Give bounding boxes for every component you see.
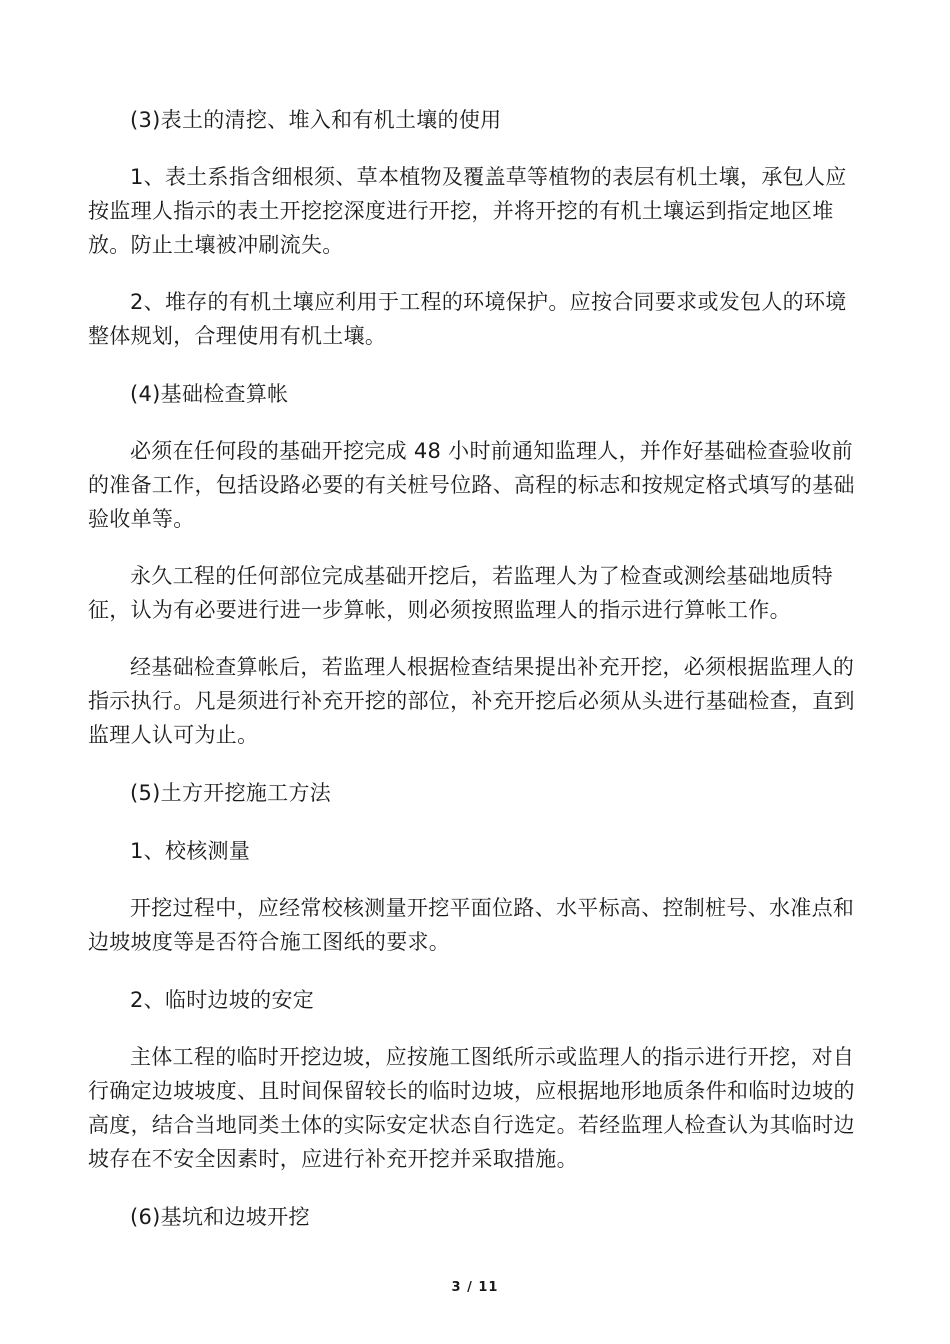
paragraph-supplementary-excavation: 经基础检查算帐后，若监理人根据检查结果提出补充开挖，必须根据监理人的指示执行。凡是须进行补充开挖的部位，补充开挖后必须从头进行基础检查，直到监理人认可为止。 xyxy=(88,655,855,747)
section-heading-topsoil: (3)表土的清挖、堆入和有机土壤的使用 xyxy=(130,108,502,132)
paragraph-temporary-slope: 主体工程的临时开挖边坡，应按施工图纸所示或监理人的指示进行开挖，对自行确定边坡坡度、且时间保留较长的临时边坡，应根据地形地质条件和临时边坡的高度，结合当地同类土体的实际安定状态自行选定。若经监理人检查认为其临时边坡存在不安全因素时，应进行补充开挖并采取措施。 xyxy=(88,1045,855,1171)
section-heading-foundation-check: (4)基础检查算帐 xyxy=(130,382,289,406)
document-body xyxy=(88,103,860,1234)
subheading-survey-check: 1、校核测量 xyxy=(130,839,251,863)
subheading-temporary-slope: 2、临时边坡的安定 xyxy=(130,988,315,1012)
paragraph-topsoil-definition: 1、表土系指含细根须、草本植物及覆盖草等植物的表层有机土壤，承包人应按监理人指示的表土开挖挖深度进行开挖，并将开挖的有机土壤运到指定地区堆放。防止土壤被冲刷流失。 xyxy=(88,165,847,257)
paragraph-survey-check: 开挖过程中，应经常校核测量开挖平面位路、水平标高、控制桩号、水准点和边坡坡度等是否符合施工图纸的要求。 xyxy=(88,896,855,954)
page-number: 3 / 11 xyxy=(451,1280,499,1295)
section-heading-pit-slope-excavation: (6)基坑和边坡开挖 xyxy=(130,1205,310,1229)
paragraph-topsoil-use: 2、堆存的有机土壤应利用于工程的环境保护。应按合同要求或发包人的环境整体规划，合理使用有机土壤。 xyxy=(88,290,847,348)
paragraph-foundation-notice: 必须在任何段的基础开挖完成 48 小时前通知监理人，并作好基础检查验收前的准备工作，包括设路必要的有关桩号位路、高程的标志和按规定格式填写的基础验收单等。 xyxy=(88,439,855,531)
paragraph-foundation-further-check: 永久工程的任何部位完成基础开挖后，若监理人为了检查或测绘基础地质特征，认为有必要进行进一步算帐，则必须按照监理人的指示进行算帐工作。 xyxy=(88,564,833,622)
section-heading-earthwork-method: (5)土方开挖施工方法 xyxy=(130,781,332,805)
